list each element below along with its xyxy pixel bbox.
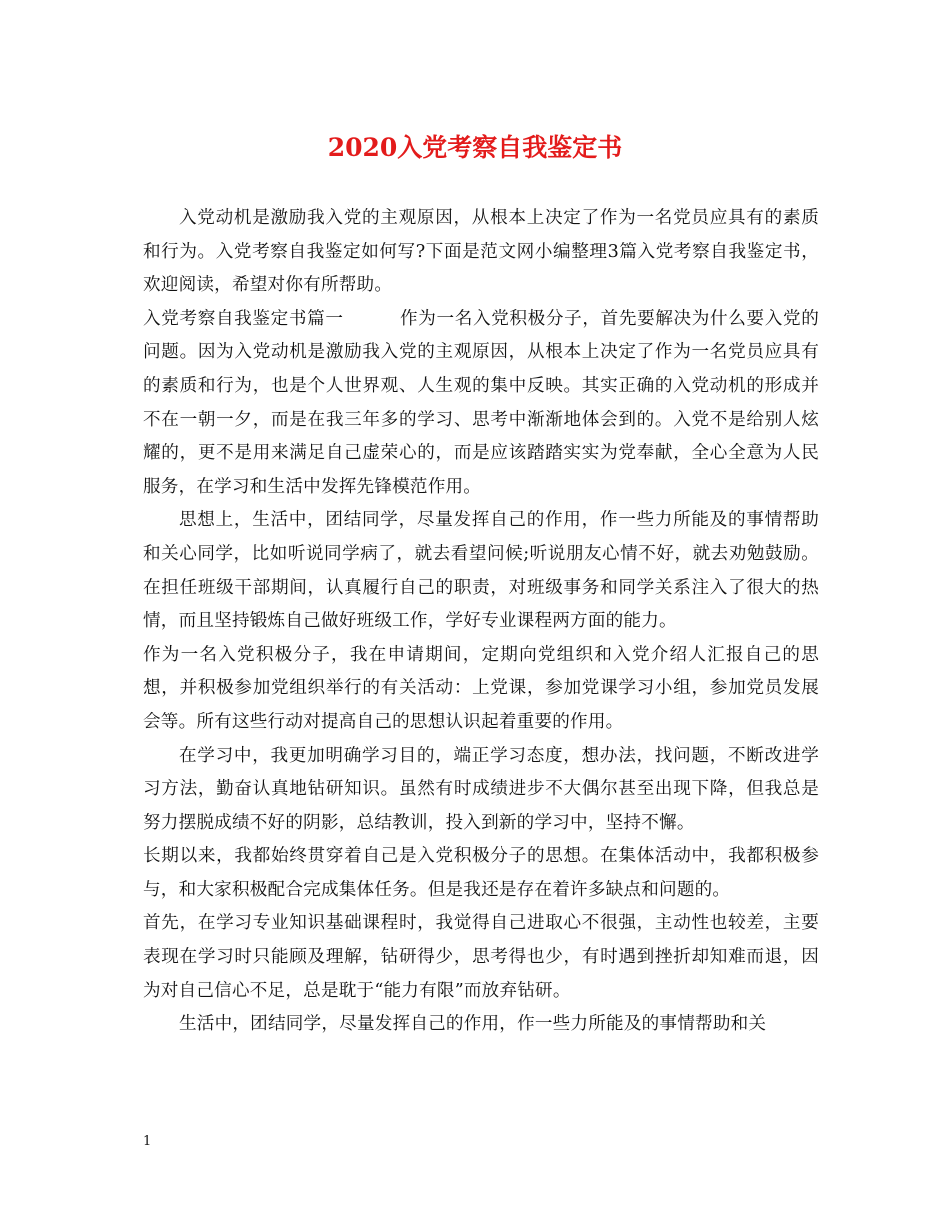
intro-paragraph: 入党动机是激励我入党的主观原因，从根本上决定了作为一名党员应具有的素质和行为。入党考察自我鉴定如何写?下面是范文网小编整理3篇入党考察自我鉴定书，欢迎阅读，希望对你有所帮助。 [143, 208, 819, 296]
paragraph-life: 生活中，团结同学，尽量发挥自己的作用，作一些力所能及的事情帮助和关 [179, 1014, 767, 1035]
document-body [143, 202, 819, 1042]
page-number: 1 [143, 1134, 152, 1149]
document-title: 2020入党考察自我鉴定书 [327, 133, 623, 162]
paragraph-study: 在学习中，我更加明确学习目的，端正学习态度，想办法，找问题，不断改进学习方法，勤奋认真地钻研知识。虽然有时成绩进步不大偶尔甚至出现下降，但我总是努力摆脱成绩不好的阴影，总结教训，投入到新的学习中，坚持不懈。 [143, 745, 819, 833]
section-heading: 入党考察自我鉴定书篇一 [143, 308, 344, 329]
paragraph-thoughts: 思想上，生活中，团结同学，尽量发挥自己的作用，作一些力所能及的事情帮助和关心同学，比如听说同学病了，就去看望问候;听说朋友心情不好，就去劝勉鼓励。在担任班级干部期间，认真履行自己的职责，对班级事务和同学关系注入了很大的热情，而且坚持锻炼自己做好班级工作，学好专业课程两方面的能力。 [143, 510, 819, 632]
paragraph-shortcomings: 首先，在学习专业知识基础课程时，我觉得自己进取心不很强，主动性也较差，主要表现在学习时只能顾及理解，钻研得少，思考得也少，有时遇到挫折却知难而退，因为对自己信心不足，总是耽于“能力有限”而放弃钻研。 [143, 913, 819, 1001]
section-first-text: 作为一名入党积极分子，首先要解决为什么要入党的问题。因为入党动机是激励我入党的主观原因，从根本上决定了作为一名党员应具有的素质和行为，也是个人世界观、人生观的集中反映。其实正确的入党动机的形成并不在一朝一夕，而是在我三年多的学习、思考中渐渐地体会到的。入党不是给别人炫耀的，更不是用来满足自己虚荣心的，而是应该踏踏实实为党奉献，全心全意为人民服务，在学习和生活中发挥先锋模范作用。 [143, 308, 819, 497]
section-one-paragraph [143, 303, 819, 505]
paragraph-activist: 作为一名入党积极分子，我在申请期间，定期向党组织和入党介绍人汇报自己的思想，并积极参加党组织举行的有关活动：上党课，参加党课学习小组，参加党员发展会等。所有这些行动对提高自己的思想认识起着重要的作用。 [143, 644, 819, 732]
paragraph-longterm: 长期以来，我都始终贯穿着自己是入党积极分子的思想。在集体活动中，我都积极参与，和大家积极配合完成集体任务。但是我还是存在着许多缺点和问题的。 [143, 846, 819, 900]
